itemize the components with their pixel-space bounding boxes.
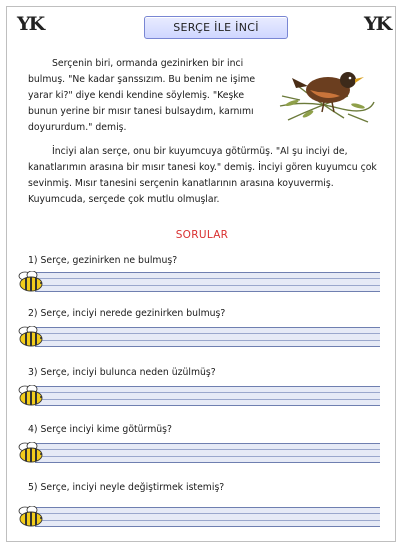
- question-1: 1) Serçe, gezinirken ne bulmuş?: [28, 255, 178, 266]
- bee-icon: [16, 442, 44, 464]
- bee-icon: [16, 326, 44, 348]
- question-5: 5) Serçe, inciyi neyle değiştirmek istemiş?: [28, 482, 225, 493]
- bee-icon: [16, 385, 44, 407]
- story-paragraph-2: İnciyi alan serçe, onu bir kuyumcuya götürmüş. "Al şu inciyi de, kanatlarımın arasına bir mısır tanesi koy." demiş. İnciyi gören kuyumcu çok sevinmiş. Mısır tanesini serçenin kanatlarının arasına koyuvermiş. Kuyumcuda, serçede çok mutlu olmuşlar.: [28, 146, 377, 205]
- answer-lines-4[interactable]: [35, 443, 380, 463]
- story-paragraph-1: Serçenin biri, ormanda gezinirken bir inci bulmuş. "Ne kadar şanssızım. Bu benim ne işime yarar ki?" diye kendi kendine söylemiş. "Keşke bunun yerine bir mısır tanesi bulsaydım, karnımı doyururdum." demiş.: [28, 58, 256, 133]
- question-3: 3) Serçe, inciyi bulunca neden üzülmüş?: [28, 367, 216, 378]
- questions-heading: SORULAR: [175, 229, 229, 241]
- answer-lines-3[interactable]: [35, 386, 380, 406]
- question-4: 4) Serçe inciyi kime götürmüş?: [28, 424, 172, 435]
- logo-left-text: YK: [17, 13, 44, 35]
- bee-icon: [16, 506, 44, 528]
- bee-icon: [16, 271, 44, 293]
- answer-lines-5[interactable]: [35, 507, 380, 527]
- logo-right-text: YK: [364, 13, 391, 35]
- page-title: SERÇE İLE İNCİ: [144, 16, 288, 39]
- logo-right: [364, 13, 390, 35]
- answer-lines-2[interactable]: [35, 327, 380, 347]
- question-2: 2) Serçe, inciyi nerede gezinirken bulmuş?: [28, 308, 226, 319]
- logo-left: [17, 13, 43, 35]
- bird-illustration: [278, 56, 376, 126]
- answer-lines-1[interactable]: [35, 272, 380, 292]
